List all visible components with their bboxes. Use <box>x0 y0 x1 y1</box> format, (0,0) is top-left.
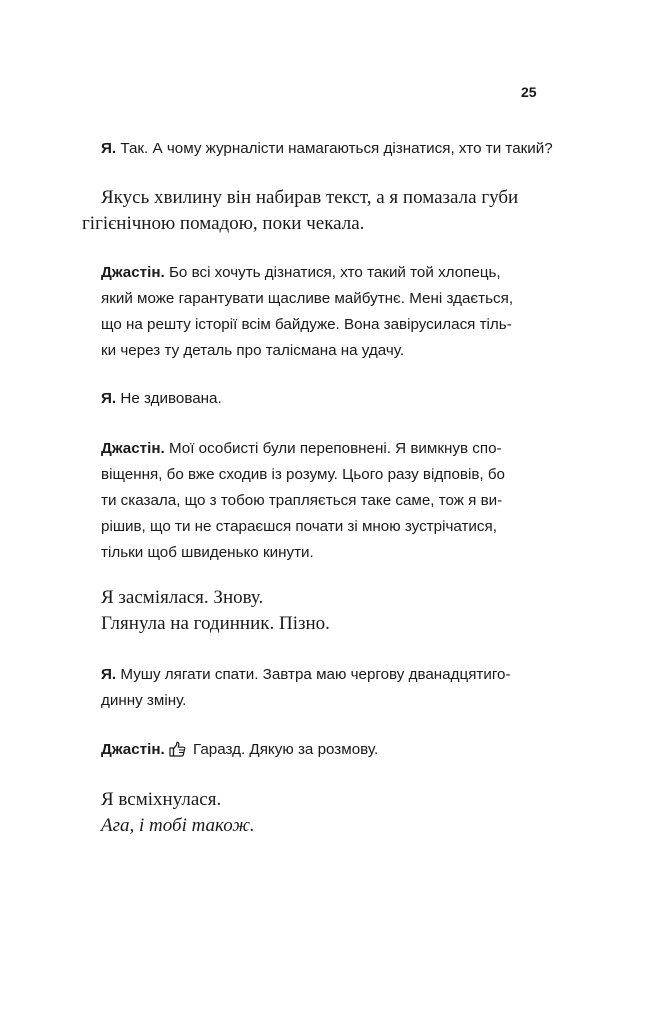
narrative-line-italic: Ага, і тобі також. <box>101 815 255 836</box>
message-line: рішив, що ти не стараєшся почати зі мною зустрічатися, <box>101 518 497 535</box>
narrative-paragraph <box>101 787 541 839</box>
message-line: ти сказала, що з тобою трапляється таке саме, тож я ви- <box>101 492 503 509</box>
speaker-label: Джастін. <box>101 741 165 758</box>
message-line: ки через ту деталь про талісмана на удачу. <box>101 342 405 359</box>
message-line: який може гарантувати щасливе майбутнє. Мені здається, <box>101 290 514 307</box>
speaker-label: Я. <box>101 390 117 407</box>
narrative-paragraph <box>101 585 541 637</box>
message-line: тільки щоб швиденько кинути. <box>101 544 314 561</box>
message-block <box>101 136 553 162</box>
speaker-label: Я. <box>101 140 117 157</box>
speaker-label: Джастін. <box>101 264 165 281</box>
message-text: Не здивована. <box>120 390 222 407</box>
message-block <box>101 662 541 714</box>
page-number: 25 <box>521 84 537 100</box>
narrative-line: Я всміхнулася. <box>101 789 222 810</box>
message-line: динну зміну. <box>101 692 187 709</box>
narrative-line: Глянула на годинник. Пізно. <box>101 613 330 634</box>
narrative-paragraph <box>82 185 541 237</box>
message-block <box>101 737 541 766</box>
message-text: Бо всі хочуть дізнатися, хто такий той хлопець, <box>168 264 501 281</box>
message-line <box>101 737 541 766</box>
message-line: віщення, бо вже сходив із розуму. Цього разу відповів, бо <box>101 466 505 483</box>
narrative-line: Я засміялася. Знову. <box>101 587 264 608</box>
narrative-line: Якусь хвилину він набирав текст, а я помазала губи <box>101 187 519 208</box>
message-block <box>101 386 541 412</box>
message-text: Мої особисті були переповнені. Я вимкнув спо- <box>168 440 502 457</box>
message-line <box>101 136 553 162</box>
thumbs-up-icon <box>169 740 186 766</box>
message-line: що на решту історії всім байдуже. Вона завірусилася тіль- <box>101 316 512 333</box>
message-block <box>101 436 541 566</box>
speaker-label: Джастін. <box>101 440 165 457</box>
message-text: Мушу лягати спати. Завтра маю чергову дванадцятиго- <box>120 666 511 683</box>
message-line <box>101 260 541 286</box>
message-block <box>101 260 541 364</box>
speaker-label: Я. <box>101 666 117 683</box>
message-line <box>101 436 541 462</box>
message-line <box>101 662 541 688</box>
message-text: Так. А чому журналісти намагаються дізнатися, хто ти такий? <box>120 140 553 157</box>
message-text: Гаразд. Дякую за розмову. <box>192 741 379 758</box>
narrative-line: гігієнічною помадою, поки чекала. <box>82 213 365 234</box>
message-line <box>101 386 541 412</box>
